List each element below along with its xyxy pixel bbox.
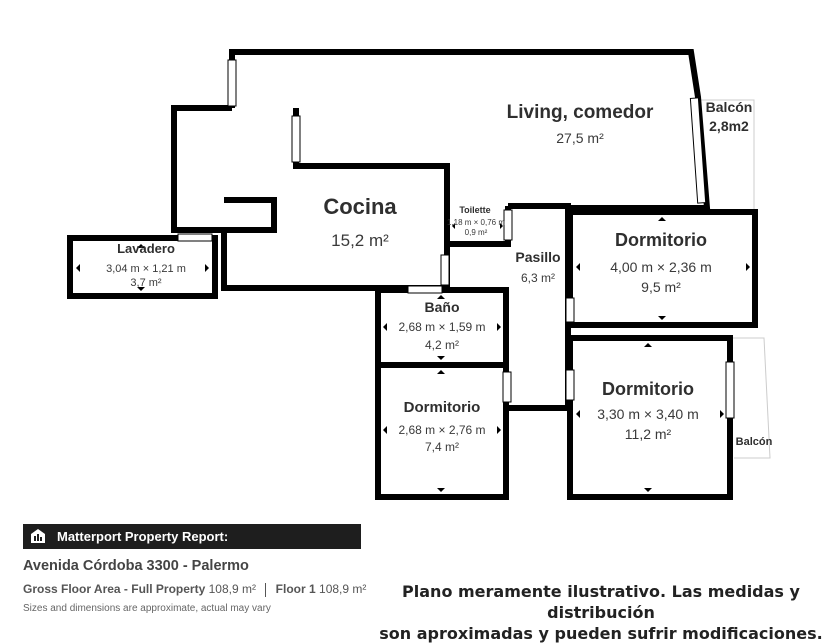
balcon-top-area: 2,8m2	[709, 118, 749, 134]
gross-area-value: 108,9 m²	[208, 582, 256, 596]
bano-dims: 2,68 m × 1,59 m	[398, 320, 486, 334]
building-icon	[31, 529, 45, 543]
bano-area: 4,2 m²	[424, 338, 460, 352]
dormitorio-1-name: Dormitorio	[615, 230, 707, 250]
report-title: Matterport Property Report:	[57, 529, 229, 544]
dormitorio-3-dims: 3,30 m × 3,40 m	[597, 406, 699, 422]
report-title-bar	[23, 524, 361, 549]
property-address: Avenida Córdoba 3300 - Palermo	[23, 558, 249, 574]
floor-label: Floor 1	[275, 582, 316, 596]
pasillo-area: 6,3 m²	[520, 271, 556, 285]
plan-disclaimer	[368, 581, 834, 644]
toilette-area: 0,9 m²	[464, 228, 488, 237]
cocina-name: Cocina	[323, 194, 397, 219]
disclaimer-line-1: Plano meramente ilustrativo. Las medidas y distribución	[402, 582, 800, 622]
floor-areas	[23, 582, 366, 597]
bano-name: Baño	[424, 299, 460, 315]
toilette-dims: 1,18 m × 0,76 m	[446, 218, 506, 227]
dormitorio-1-dims: 4,00 m × 2,36 m	[610, 259, 712, 275]
lavadero-name: Lavadero	[117, 241, 175, 256]
gross-area-label: Gross Floor Area - Full Property	[23, 582, 206, 596]
disclaimer-line-2: son aproximadas y pueden sufrir modificaciones.	[379, 624, 823, 643]
dormitorio-1-area: 9,5 m²	[641, 279, 681, 295]
wall-pasillo	[508, 206, 568, 408]
wall-living	[232, 52, 707, 208]
cocina-area: 15,2 m²	[331, 231, 389, 250]
balcon-top-name: Balcón	[705, 99, 753, 115]
toilette-name: Toilette	[459, 205, 491, 215]
approx-note: Sizes and dimensions are approximate, actual may vary	[23, 603, 271, 614]
dormitorio-3-area: 11,2 m²	[624, 426, 672, 442]
living-name: Living, comedor	[506, 102, 654, 123]
dormitorio-2-name: Dormitorio	[403, 399, 481, 416]
balcon-bottom-name: Balcón	[735, 436, 773, 448]
dormitorio-2-area: 7,4 m²	[424, 440, 460, 454]
pasillo-name: Pasillo	[515, 249, 561, 265]
dormitorio-3-name: Dormitorio	[602, 379, 694, 399]
wall-kitchen-niche	[224, 200, 274, 230]
living-area: 27,5 m²	[556, 130, 604, 146]
areas-divider	[265, 583, 266, 597]
lavadero-area: 3,7 m²	[130, 277, 162, 289]
dormitorio-2-dims: 2,68 m × 2,76 m	[398, 423, 486, 437]
lavadero-dims: 3,04 m × 1,21 m	[106, 263, 186, 275]
floor-area-value: 108,9 m²	[319, 582, 367, 596]
